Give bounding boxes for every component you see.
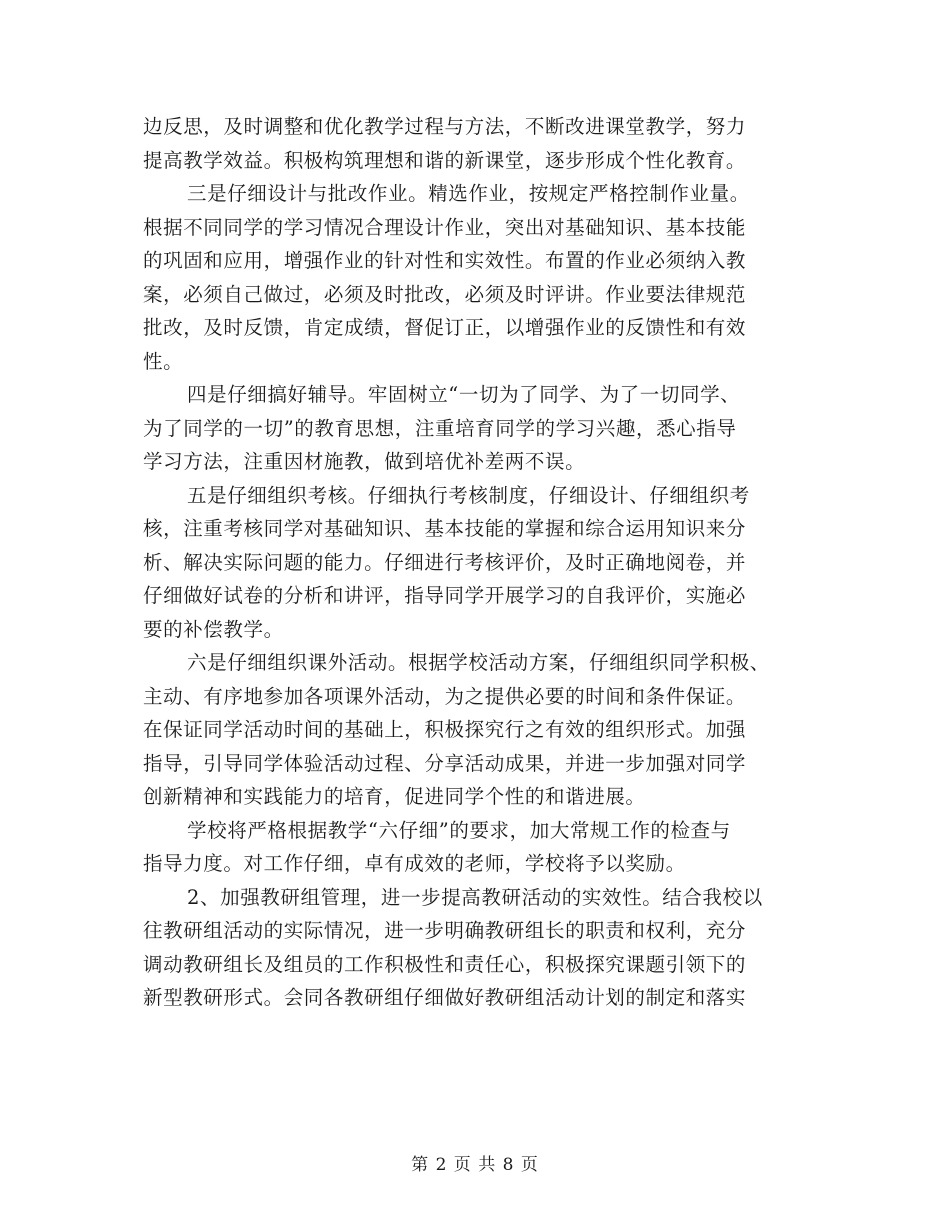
text-line: 要的补偿教学。: [143, 617, 284, 641]
text-line: 往教研组活动的实际情况，进一步明确教研组长的职责和权利，充分: [143, 919, 747, 942]
text-line: 主动、有序地参加各项课外活动，为之提供必要的时间和条件保证。: [143, 684, 747, 708]
text-line: 案，必须自己做过，必须及时批改，必须及时评讲。作业要法律规范: [143, 282, 747, 306]
text-line: 指导，引导同学体验活动过程、分享活动成果，并进一步加强对同学: [143, 751, 747, 775]
text-line: 五是仔细组织考核。仔细执行考核制度，仔细设计、仔细组织考: [187, 483, 750, 507]
text-line: 性。: [143, 349, 184, 373]
text-line: 仔细做好试卷的分析和讲评，指导同学开展学习的自我评价，实施必: [143, 584, 747, 607]
text-line: 在保证同学活动时间的基础上，积极探究行之有效的组织形式。加强: [143, 718, 747, 741]
text-line: 的巩固和应用，增强作业的针对性和实效性。布置的作业必须纳入教: [143, 249, 747, 272]
document-body: [143, 110, 811, 1015]
text-line: 提高教学效益。积极构筑理想和谐的新课堂，逐步形成个性化教育。: [143, 148, 747, 172]
text-line: 边反思，及时调整和优化教学过程与方法，不断改进课堂教学，努力: [143, 115, 747, 138]
text-line: 创新精神和实践能力的培育，促进同学个性的和谐进展。: [143, 785, 646, 808]
text-line: 六是仔细组织课外活动。根据学校活动方案，仔细组织同学积极、: [187, 651, 770, 674]
text-line: 调动教研组长及组员的工作积极性和责任心，积极探究课题引领下的: [143, 952, 747, 976]
text-line: 2、加强教研组管理，进一步提高教研活动的实效性。结合我校以: [187, 885, 763, 909]
text-line: 学校将严格根据教学“六仔细”的要求，加大常规工作的检查与: [187, 818, 731, 842]
page-footer: 第 2 页 共 8 页: [411, 1155, 539, 1175]
text-line: 根据不同同学的学习情况合理设计作业，突出对基础知识、基本技能: [143, 215, 747, 239]
text-line: 批改，及时反馈，肯定成绩，督促订正，以增强作业的反馈性和有效: [143, 316, 747, 339]
text-line: 三是仔细设计与批改作业。精选作业，按规定严格控制作业量。: [187, 182, 750, 205]
text-line: 学习方法，注重因材施教，做到培优补差两不误。: [143, 450, 586, 473]
text-line: 核，注重考核同学对基础知识、基本技能的掌握和综合运用知识来分: [143, 517, 747, 540]
text-line: 四是仔细搞好辅导。牢固树立“一切为了同学、为了一切同学、: [187, 383, 741, 406]
text-line: 指导力度。对工作仔细，卓有成效的老师，学校将予以奖励。: [143, 852, 686, 875]
text-line: 析、解决实际问题的能力。仔细进行考核评价，及时正确地阅卷，并: [143, 550, 747, 574]
text-line: 新型教研形式。会同各教研组仔细做好教研组活动计划的制定和落实: [143, 986, 747, 1009]
text-line: 为了同学的一切”的教育思想，注重培育同学的学习兴趣，悉心指导: [143, 416, 737, 440]
